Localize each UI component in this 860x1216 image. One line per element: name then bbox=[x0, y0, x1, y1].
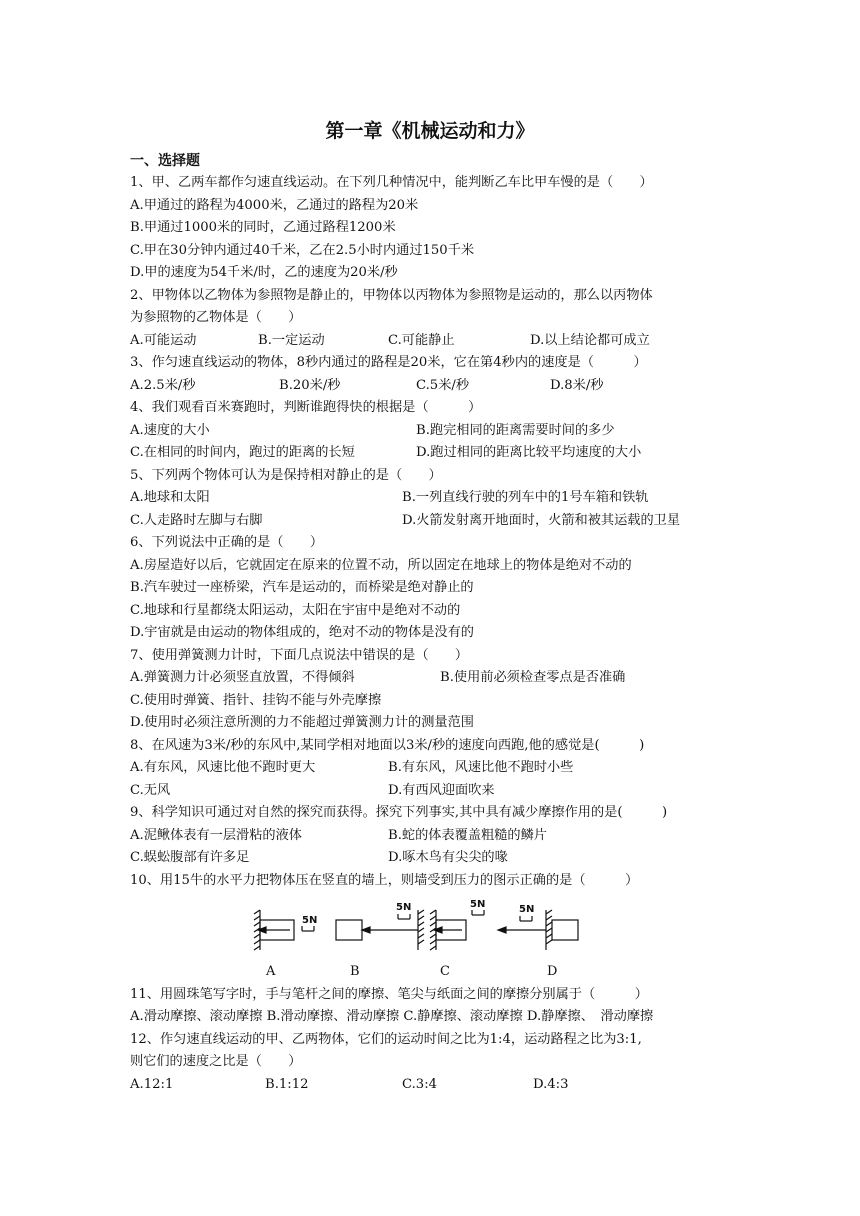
question-3-stem: 3、作匀速直线运动的物体，8秒内通过的路程是20米，它在第4秒内的速度是（ ） bbox=[130, 355, 647, 370]
question-8-option-b: B.有东风，风速比他不跑时小些 bbox=[388, 760, 574, 775]
question-1-option-c: C.甲在30分钟内通过40千米，乙在2.5小时内通过150千米 bbox=[130, 243, 475, 258]
question-8-option-c: C.无风 bbox=[130, 783, 171, 798]
question-7-option-c: C.使用时弹簧、指针、挂钩不能与外壳摩擦 bbox=[130, 693, 382, 708]
question-5-stem: 5、下列两个物体可认为是保持相对静止的是（ ） bbox=[130, 468, 442, 483]
question-4-option-b: B.跑完相同的距离需要时间的多少 bbox=[416, 423, 615, 438]
question-9-option-c: C.蜈蚣腹部有许多足 bbox=[130, 850, 250, 865]
question-6-option-b: B.汽车驶过一座桥梁，汽车是运动的，而桥梁是绝对静止的 bbox=[130, 580, 474, 595]
question-9-option-b: B.蛇的体表覆盖粗糙的鳞片 bbox=[388, 828, 547, 843]
diagram-d bbox=[498, 910, 578, 950]
question-1-option-d: D.甲的速度为54千米/时，乙的速度为20米/秒 bbox=[130, 265, 398, 280]
question-12-option-b: B.1:12 bbox=[265, 1077, 309, 1092]
question-4-stem: 4、我们观看百米赛跑时，判断谁跑得快的根据是（ ） bbox=[130, 400, 482, 415]
question-6-option-d: D.宇宙就是由运动的物体组成的，绝对不动的物体是没有的 bbox=[130, 625, 474, 640]
question-8-option-d: D.有西风迎面吹来 bbox=[388, 783, 495, 798]
question-2-stem-line1: 2、甲物体以乙物体为参照物是静止的，甲物体以丙物体为参照物是运动的，那么以丙物体 bbox=[130, 288, 653, 303]
question-2-option-c: C.可能静止 bbox=[388, 333, 455, 348]
question-6-option-a: A.房屋造好以后，它就固定在原来的位置不动，所以固定在地球上的物体是绝对不动的 bbox=[130, 558, 632, 573]
question-8-stem: 8、在风速为3米/秒的东风中,某同学相对地面以3米/秒的速度向西跑,他的感觉是( ) bbox=[130, 738, 645, 753]
question-7-option-d: D.使用时必须注意所测的力不能超过弹簧测力计的测量范围 bbox=[130, 715, 474, 730]
question-5-option-d: D.火箭发射离开地面时，火箭和被其运载的卫星 bbox=[402, 513, 681, 528]
question-2-option-a: A.可能运动 bbox=[130, 333, 197, 348]
question-5-option-c: C.人走路时左脚与右脚 bbox=[130, 513, 263, 528]
force-diagram-figure bbox=[240, 898, 600, 988]
question-10-stem: 10、用15牛的水平力把物体压在竖直的墙上，则墙受到压力的图示正确的是（ ） bbox=[130, 873, 639, 888]
question-5-option-b: B.一列直线行驶的列车中的1号车箱和铁轨 bbox=[402, 490, 649, 505]
scale-label-a: 5N bbox=[302, 915, 318, 926]
figure-label-b: B bbox=[350, 964, 360, 979]
question-1-option-a: A.甲通过的路程为4000米，乙通过的路程为20米 bbox=[130, 198, 419, 213]
figure-label-c: C bbox=[440, 964, 450, 979]
question-12-option-c: C.3:4 bbox=[402, 1077, 438, 1092]
scale-label-c: 5N bbox=[470, 899, 486, 910]
question-2-stem-line2: 为参照物的乙物体是（ ） bbox=[130, 310, 302, 325]
question-2-option-b: B.一定运动 bbox=[258, 333, 325, 348]
question-4-option-a: A.速度的大小 bbox=[130, 423, 210, 438]
question-8-option-a: A.有东风，风速比他不跑时更大 bbox=[130, 760, 316, 775]
question-3-option-d: D.8米/秒 bbox=[550, 378, 604, 393]
question-6-stem: 6、下列说法中正确的是（ ） bbox=[130, 535, 324, 550]
diagram-b bbox=[336, 910, 424, 950]
question-1-stem: 1、甲、乙两车都作匀速直线运动。在下列几种情况中，能判断乙车比甲车慢的是（ ） bbox=[130, 175, 653, 190]
question-7-stem: 7、使用弹簧测力计时，下面几点说法中错误的是（ ） bbox=[130, 648, 469, 663]
figure-label-a: A bbox=[266, 964, 276, 979]
page-title: 第一章《机械运动和力》 bbox=[325, 120, 535, 142]
question-11-options: A.滑动摩擦、滚动摩擦 B.滑动摩擦、滑动摩擦 C.静摩擦、滚动摩擦 D.静摩擦、 滑动摩擦 bbox=[130, 1009, 654, 1024]
question-9-option-a: A.泥鳅体表有一层滑粘的液体 bbox=[130, 828, 302, 843]
question-3-option-c: C.5米/秒 bbox=[416, 378, 470, 393]
question-11-stem: 11、用圆珠笔写字时，手与笔杆之间的摩擦、笔尖与纸面之间的摩擦分别属于（ ） bbox=[130, 987, 648, 1002]
question-6-option-c: C.地球和行星都绕太阳运动，太阳在宇宙中是绝对不动的 bbox=[130, 603, 461, 618]
question-12-option-d: D.4:3 bbox=[533, 1077, 569, 1092]
question-7-option-b: B.使用前必须检查零点是否准确 bbox=[440, 670, 626, 685]
section-heading: 一、选择题 bbox=[130, 153, 200, 169]
scale-label-d: 5N bbox=[519, 904, 535, 915]
question-1-option-b: B.甲通过1000米的同时，乙通过路程1200米 bbox=[130, 220, 396, 235]
question-3-option-b: B.20米/秒 bbox=[279, 378, 341, 393]
question-9-stem: 9、科学知识可通过对自然的探究而获得。探究下列事实,其中具有减少摩擦作用的是( ) bbox=[130, 805, 668, 820]
question-12-option-a: A.12:1 bbox=[130, 1077, 174, 1092]
scale-label-b: 5N bbox=[396, 902, 412, 913]
question-3-option-a: A.2.5米/秒 bbox=[130, 378, 196, 393]
question-4-option-d: D.跑过相同的距离比较平均速度的大小 bbox=[416, 445, 642, 460]
figure-label-d: D bbox=[547, 964, 558, 979]
question-12-stem-line2: 则它们的速度之比是（ ） bbox=[130, 1054, 302, 1069]
diagram-c bbox=[430, 910, 484, 950]
question-2-option-d: D.以上结论都可成立 bbox=[530, 333, 650, 348]
question-4-option-c: C.在相同的时间内，跑过的距离的长短 bbox=[130, 445, 355, 460]
question-7-option-a: A.弹簧测力计必须竖直放置，不得倾斜 bbox=[130, 670, 355, 685]
question-5-option-a: A.地球和太阳 bbox=[130, 490, 210, 505]
question-12-stem-line1: 12、作匀速直线运动的甲、乙两物体，它们的运动时间之比为1:4，运动路程之比为3:1, bbox=[130, 1032, 642, 1047]
question-9-option-d: D.啄木鸟有尖尖的喙 bbox=[388, 850, 508, 865]
